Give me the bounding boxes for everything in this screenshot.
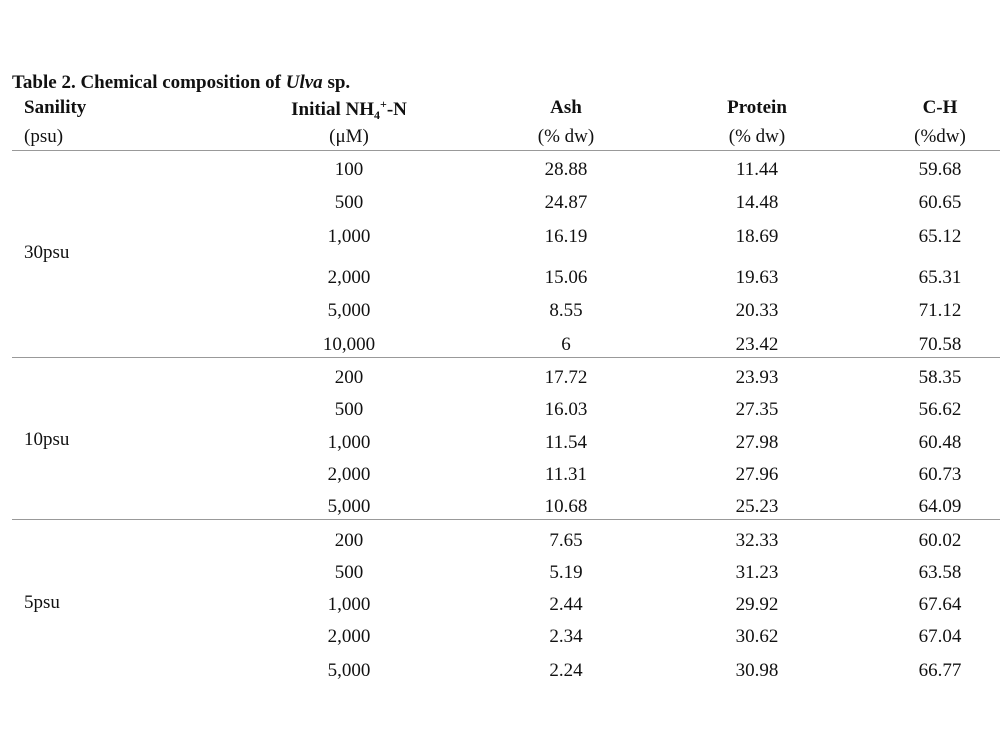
cell-protein: 25.23	[735, 496, 779, 517]
cell-ch: 71.12	[918, 300, 962, 321]
cell-ch: 70.58	[918, 334, 962, 355]
header-salinity: Sanility	[24, 97, 87, 118]
cell-nh4: 2,000	[327, 464, 371, 485]
cell-nh4: 100	[334, 159, 364, 180]
group-divider	[12, 357, 1000, 358]
cell-ash: 15.06	[544, 267, 588, 288]
header-ash-unit: (% dw)	[537, 126, 595, 147]
cell-protein: 27.96	[735, 464, 779, 485]
cell-ash: 8.55	[549, 300, 583, 321]
cell-nh4: 5,000	[327, 300, 371, 321]
cell-protein: 18.69	[735, 226, 779, 247]
cell-nh4: 2,000	[327, 267, 371, 288]
cell-ash: 16.03	[544, 399, 588, 420]
cell-nh4: 200	[334, 530, 364, 551]
cell-ch: 60.73	[918, 464, 962, 485]
cell-ch: 58.35	[918, 367, 962, 388]
cell-nh4: 500	[334, 562, 364, 583]
group-salinity-label: 5psu	[24, 592, 60, 613]
cell-nh4: 500	[334, 192, 364, 213]
caption-genus: Ulva	[285, 72, 323, 93]
cell-ch: 60.48	[918, 432, 962, 453]
cell-ch: 67.64	[918, 594, 962, 615]
header-salinity-unit: (psu)	[24, 126, 64, 147]
cell-protein: 11.44	[735, 159, 779, 180]
cell-protein: 29.92	[735, 594, 779, 615]
header-rule	[12, 150, 1000, 151]
cell-ash: 17.72	[544, 367, 588, 388]
cell-protein: 32.33	[735, 530, 779, 551]
cell-protein: 19.63	[735, 267, 779, 288]
cell-ch: 65.31	[918, 267, 962, 288]
cell-ch: 59.68	[918, 159, 962, 180]
header-nh4-sup: +	[379, 97, 387, 111]
cell-nh4: 2,000	[327, 626, 371, 647]
cell-ash: 11.54	[544, 432, 588, 453]
cell-ash: 2.44	[549, 594, 583, 615]
cell-ch: 60.02	[918, 530, 962, 551]
cell-nh4: 5,000	[327, 660, 371, 681]
cell-ash: 6	[561, 334, 571, 355]
header-ch: C-H	[922, 97, 958, 118]
cell-ch: 67.04	[918, 626, 962, 647]
cell-ash: 7.65	[549, 530, 583, 551]
header-protein: Protein	[727, 97, 787, 118]
cell-protein: 20.33	[735, 300, 779, 321]
cell-nh4: 500	[334, 399, 364, 420]
cell-protein: 14.48	[735, 192, 779, 213]
header-ch-unit: (%dw)	[914, 126, 966, 147]
header-nh4-unit: (μM)	[329, 126, 369, 147]
header-protein-unit: (% dw)	[728, 126, 786, 147]
cell-protein: 23.42	[735, 334, 779, 355]
header-nh4-pre: Initial NH	[291, 99, 374, 120]
cell-ash: 5.19	[549, 562, 583, 583]
cell-protein: 27.98	[735, 432, 779, 453]
cell-nh4: 5,000	[327, 496, 371, 517]
header-nh4-post: -N	[386, 99, 407, 120]
cell-ash: 10.68	[544, 496, 588, 517]
cell-ash: 11.31	[544, 464, 588, 485]
cell-nh4: 200	[334, 367, 364, 388]
cell-ch: 65.12	[918, 226, 962, 247]
cell-protein: 27.35	[735, 399, 779, 420]
cell-ash: 16.19	[544, 226, 588, 247]
header-nh4	[289, 97, 409, 123]
cell-ch: 66.77	[918, 660, 962, 681]
cell-nh4: 1,000	[327, 226, 371, 247]
caption-prefix: Table 2. Chemical composition of	[12, 72, 286, 93]
group-divider	[12, 519, 1000, 520]
cell-ch: 56.62	[918, 399, 962, 420]
header-ash: Ash	[550, 97, 582, 118]
cell-nh4: 1,000	[327, 594, 371, 615]
cell-protein: 23.93	[735, 367, 779, 388]
cell-ash: 2.24	[549, 660, 583, 681]
cell-protein: 31.23	[735, 562, 779, 583]
cell-ch: 64.09	[918, 496, 962, 517]
cell-ash: 28.88	[544, 159, 588, 180]
cell-ch: 63.58	[918, 562, 962, 583]
cell-ch: 60.65	[918, 192, 962, 213]
header-nh4-sub: 4	[373, 108, 380, 122]
cell-ash: 2.34	[549, 626, 583, 647]
cell-ash: 24.87	[544, 192, 588, 213]
group-salinity-label: 30psu	[24, 242, 70, 263]
table-caption	[12, 72, 350, 94]
cell-nh4: 10,000	[322, 334, 376, 355]
caption-suffix: sp.	[322, 72, 351, 93]
cell-nh4: 1,000	[327, 432, 371, 453]
group-salinity-label: 10psu	[24, 429, 70, 450]
cell-protein: 30.98	[735, 660, 779, 681]
cell-protein: 30.62	[735, 626, 779, 647]
